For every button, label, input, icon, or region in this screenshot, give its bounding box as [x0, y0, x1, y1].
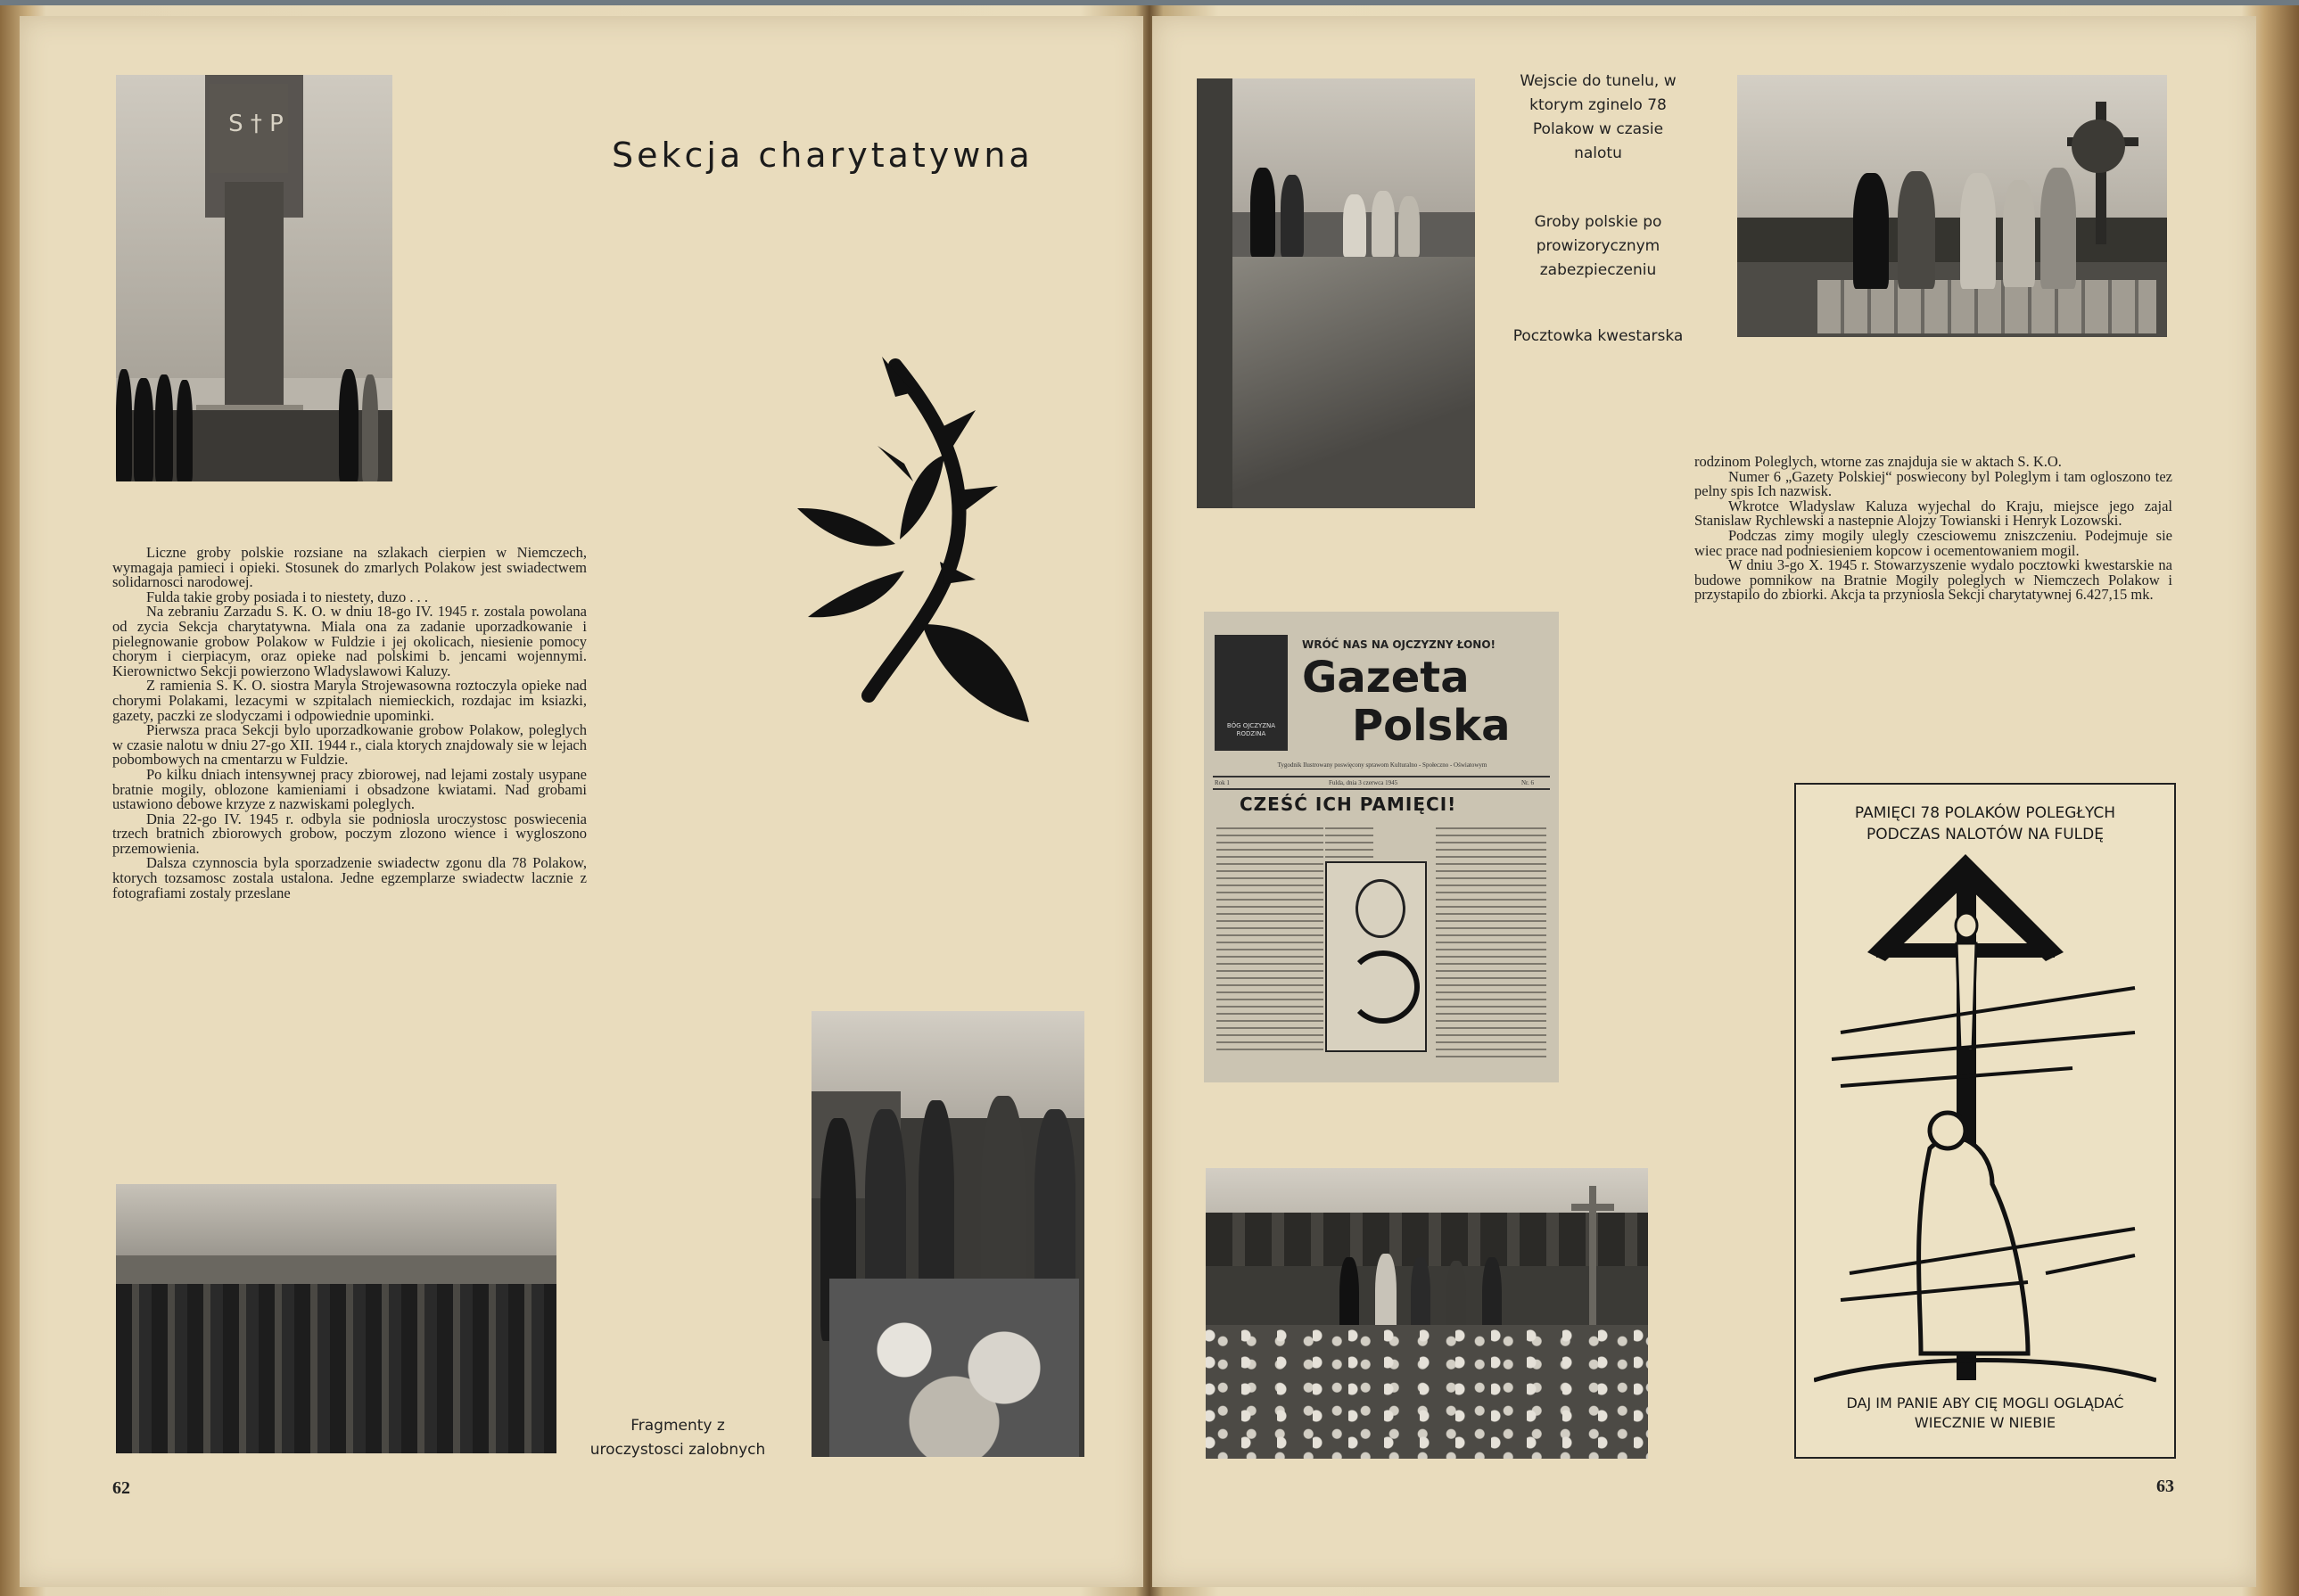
paragraph: Wkrotce Wladyslaw Kaluza wyjechal do Kraju, miejsce jego zajal Stanislaw Rychlewski a nastepnie Alojzy Towianski i Henryk Lozowski.	[1694, 497, 2172, 530]
postcard-caption: Pocztowka kwestarska	[1512, 327, 1684, 345]
right-article-body	[1694, 455, 2172, 603]
newspaper-year: Rok 1	[1215, 779, 1230, 786]
paragraph: Po kilku dniach intensywnej pracy zbiorowej, nad lejami zostaly usypane bratnie mogily, oblozone kamieniami i obsadzone kwiatami. Nad grobami ustawiono debowe krzyze z nazwiskami poleglych.	[112, 765, 587, 813]
postcard-bottom-line1: DAJ IM PANIE ABY CIĘ MOGLI OGLĄDAĆ	[1846, 1394, 2124, 1411]
gazeta-polska-newspaper	[1204, 612, 1559, 1082]
wayside-cross-illustration	[1814, 854, 2156, 1389]
paragraph: rodzinom Poleglych, wtorne zas znajduja sie w aktach S. K.O.	[1694, 453, 2062, 470]
newspaper-slogan: WRÓĆ NAS NA OJCZYZNY ŁONO!	[1302, 638, 1496, 651]
graves-caption: Groby polskie po prowizorycznym zabezpieczeniu	[1534, 213, 1662, 279]
newspaper-name-line2: Polska	[1352, 701, 1511, 751]
page-number-right: 63	[2156, 1477, 2174, 1496]
newspaper-subtitle: Tygodnik Ilustrowany poswięcony sprawom Kulturalno - Społeczno - Oświatowym	[1277, 761, 1487, 769]
paragraph: Podczas zimy mogily ulegly czesciowemu zniszczeniu. Podejmuje sie wiec prace nad podniesieniem kopcow i ocementowaniem mogil.	[1694, 526, 2172, 559]
page-title: Sekcja charytatywna	[612, 136, 1034, 175]
paragraph: Numer 6 „Gazety Polskiej“ poswiecony byl Poleglym i tam ogloszono tez pelny spis Ich nazwisk.	[1694, 467, 2172, 500]
graves-photo	[1737, 75, 2167, 337]
tunnel-caption: Wejscie do tunelu, w ktorym zginelo 78 Polakow w czasie nalotu	[1520, 72, 1677, 162]
newspaper-headline: CZEŚĆ ICH PAMIĘCI!	[1240, 794, 1457, 815]
paragraph: Dnia 22-go IV. 1945 r. odbyla sie podniosla uroczystosc poswiecenia trzech bratnich zbiorowych grobow, poczym zlozono wience i wygloszono przemowienia.	[112, 810, 587, 857]
funeral-caption: Fragmenty z uroczystosci zalobnych	[589, 1417, 766, 1459]
paragraph: Fulda takie groby posiada i to niestety, duzo . . .	[146, 588, 429, 605]
fundraising-postcard	[1794, 783, 2176, 1459]
page-number-left: 62	[112, 1478, 130, 1498]
left-article-body	[112, 546, 587, 901]
paragraph: W dniu 3-go X. 1945 r. Stowarzyszenie wydalo pocztowki kwestarskie na budowe pomnikow na Bratnie Mogily poleglych w Niemczech Polakow i przystapilo do zbiorki. Akcja ta przyniosla Sekcji charytatywnej 6.427,15 mk.	[1694, 556, 2172, 604]
monument-photo	[116, 75, 392, 481]
tunnel-entrance-photo	[1197, 78, 1475, 508]
monument-letters: S † P	[228, 111, 284, 137]
open-album	[0, 5, 2299, 1596]
paragraph: Liczne groby polskie rozsiane na szlakach cierpien w Niemczech, wymagaja pamieci i opieki. Stosunek do zmarlych Polakow jest swiadectwem solidarnosci narodowej.	[112, 544, 587, 591]
postcard-top-line2: PODCZAS NALOTÓW NA FULDĘ	[1866, 826, 2104, 843]
newspaper-crest-motto: BÓG OJCZYZNA RODZINA	[1226, 722, 1276, 737]
postcard-top-line1: PAMIĘCI 78 POLAKÓW POLEGŁYCH	[1854, 804, 2116, 822]
wreaths-photo	[812, 1011, 1084, 1457]
postcard-bottom-line2: WIECZNIE W NIEBIE	[1914, 1414, 2056, 1431]
newspaper-name-line1: Gazeta	[1302, 653, 1470, 703]
thorn-branch-ornament	[797, 357, 1074, 731]
paragraph: Dalsza czynnoscia byla sporzadzenie swiadectw zgonu dla 78 Polakow, ktorych tozsamosc zostala ustalona. Jedne egzemplarze swiadectw lacznie z fotografiami zostaly przeslane	[112, 854, 587, 901]
newspaper-dateline: Fulda, dnia 3 czerwca 1945	[1329, 779, 1398, 786]
paragraph: Pierwsza praca Sekcji bylo uporzadkowanie grobow Polakow, poleglych w czasie nalotu w dniu 27-go XII. 1944 r., ciala ktorych znajdowaly sie w lejach pobombowych na cmentarzu w Fuldzie.	[112, 721, 587, 769]
funeral-crowd-photo	[116, 1184, 556, 1453]
paragraph: Z ramienia S. K. O. siostra Maryla Strojewasowna roztoczyla opieke nad chorymi Polakami, lezacymi w szpitalach niemieckich, rozdajac im ksiazki, gazety, paczki ze slodyczami i odpowiednie upominki.	[112, 677, 587, 724]
cemetery-flowers-photo	[1206, 1168, 1648, 1459]
newspaper-issue: Nr. 6	[1521, 779, 1534, 786]
paragraph: Na zebraniu Zarzadu S. K. O. w dniu 18-go IV. 1945 r. zostala powolana od zycia Sekcja charytatywna. Miala ona za zadanie uporzadkowanie i pielegnowanie grobow Polakow w Fuldzie i jej okolicach, niesienie pomocy chorym i cierpiacym, oraz opieke nad polskimi b. jencami wojennymi. Kierownictwo Sekcji powierzono Wladyslawowi Kaluzy.	[112, 603, 587, 679]
